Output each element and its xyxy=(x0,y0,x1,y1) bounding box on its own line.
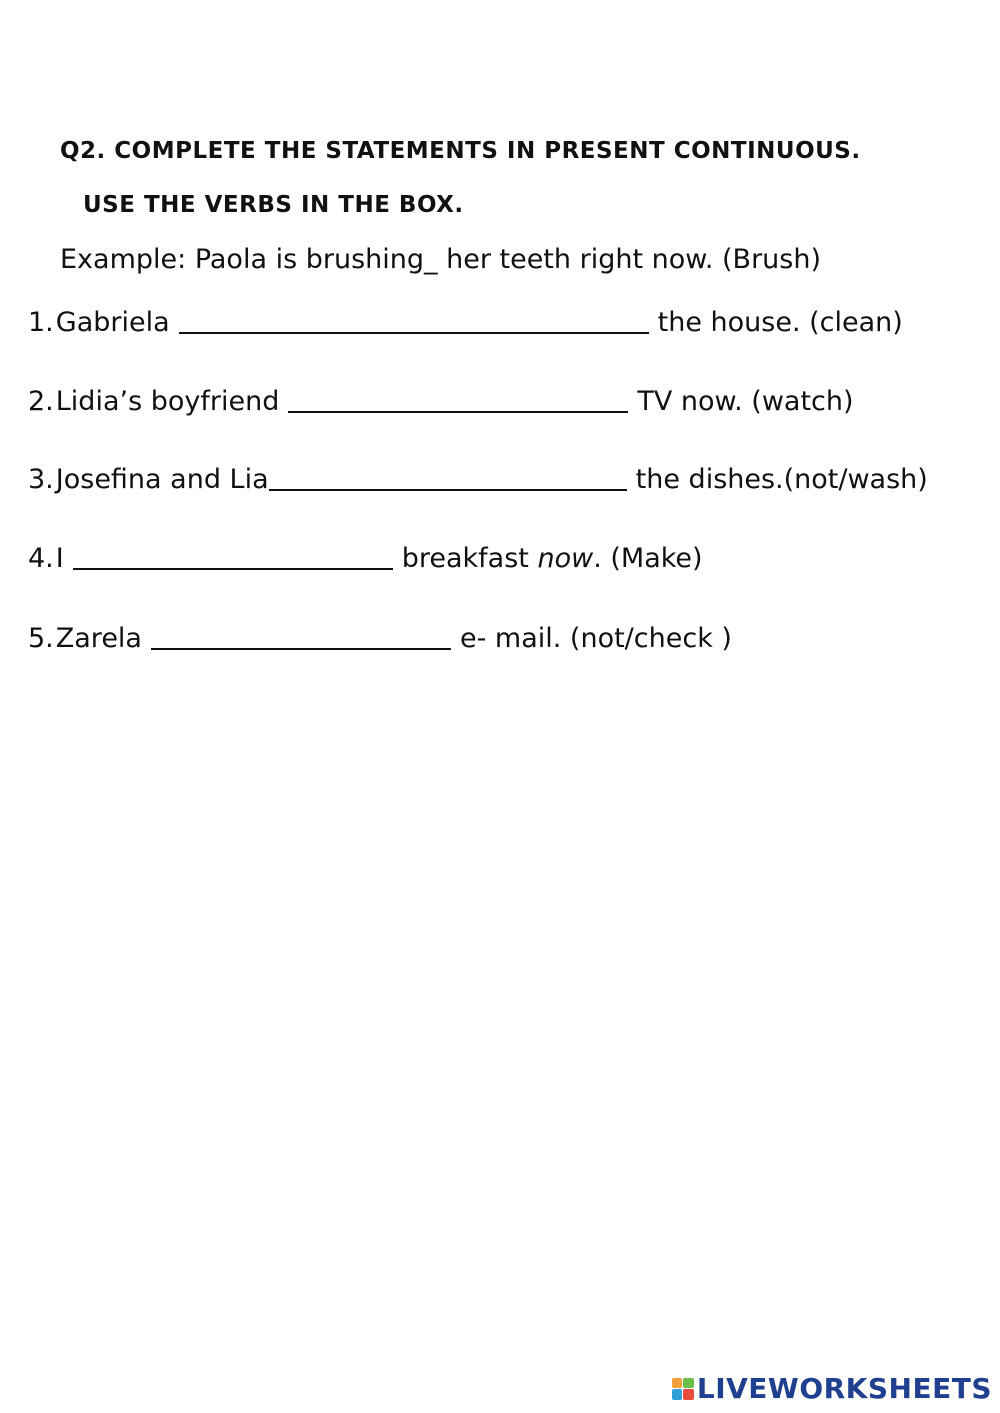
item-text-after-plain: breakfast xyxy=(401,543,529,574)
item-text-before: Josefina and Lia xyxy=(55,464,269,495)
instruction-line-1: Q2. COMPLETE THE STATEMENTS IN PRESENT CONTINUOUS. xyxy=(60,138,861,164)
item-text-after-italic: now xyxy=(537,543,594,574)
exercise-item-1 xyxy=(28,305,903,338)
liveworksheets-logo xyxy=(672,1372,992,1405)
item-text-after-rest: . (Make) xyxy=(593,543,703,574)
exercise-item-2 xyxy=(28,384,854,417)
item-text-after xyxy=(402,543,703,574)
item-text-before: I xyxy=(55,543,64,574)
answer-blank-2[interactable] xyxy=(288,387,628,413)
instruction-line-2: USE THE VERBS IN THE BOX. xyxy=(83,192,464,218)
answer-blank-4[interactable] xyxy=(73,544,393,570)
logo-square-1 xyxy=(672,1378,683,1389)
logo-mark-icon xyxy=(672,1378,694,1400)
item-text-before: Lidia’s boyfriend xyxy=(55,386,280,417)
logo-square-2 xyxy=(683,1378,694,1389)
answer-blank-1[interactable] xyxy=(179,308,649,334)
logo-square-4 xyxy=(683,1389,694,1400)
answer-blank-5[interactable] xyxy=(151,624,451,650)
item-number: 4. xyxy=(28,543,54,574)
logo-text: LIVEWORKSHEETS xyxy=(696,1372,992,1405)
example-sentence: Example: Paola is brushing_ her teeth right now. (Brush) xyxy=(60,244,821,275)
item-number: 2. xyxy=(28,386,54,417)
item-number: 1. xyxy=(28,307,54,338)
answer-blank-3[interactable] xyxy=(269,465,627,491)
item-text-after: the dishes.(not/wash) xyxy=(635,464,928,495)
item-text-after: TV now. (watch) xyxy=(637,386,854,417)
logo-square-3 xyxy=(672,1389,683,1400)
item-text-before: Zarela xyxy=(55,623,142,654)
item-text-before: Gabriela xyxy=(55,307,170,338)
exercise-item-4 xyxy=(28,541,703,574)
item-text-after: e- mail. (not/check ) xyxy=(459,623,732,654)
exercise-item-3 xyxy=(28,462,928,495)
item-number: 5. xyxy=(28,623,54,654)
exercise-item-5 xyxy=(28,621,732,654)
item-text-after: the house. (clean) xyxy=(657,307,903,338)
item-number: 3. xyxy=(28,464,54,495)
